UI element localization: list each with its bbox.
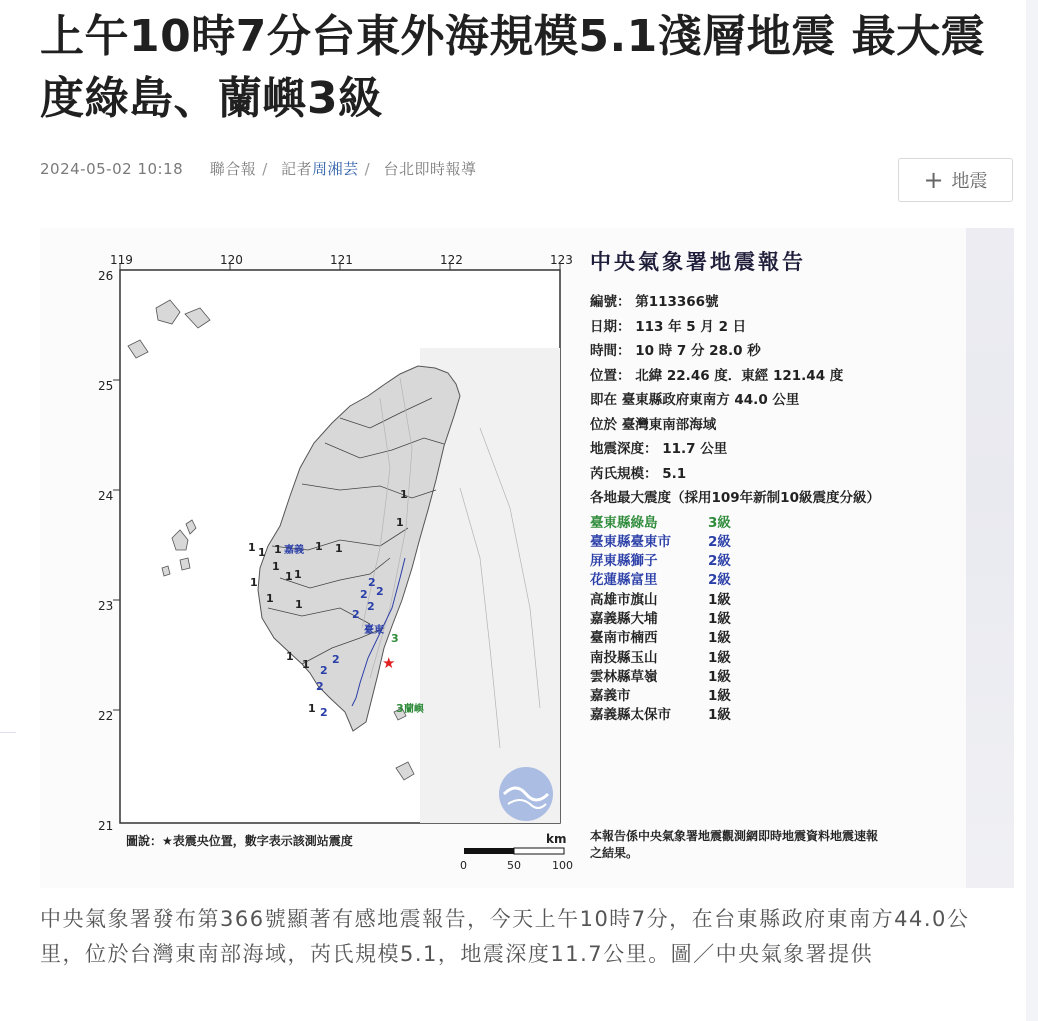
intensity-level: 2級 bbox=[708, 553, 731, 570]
station-1: 1 bbox=[308, 702, 316, 715]
report-date: 日期： 113 年 5 月 2 日 bbox=[590, 318, 747, 335]
report-magnitude: 芮氏規模： 5.1 bbox=[590, 465, 687, 482]
station-1: 1 bbox=[258, 546, 266, 559]
station-2: 2 bbox=[368, 576, 376, 589]
report-location: 位置： 北緯 22.46 度．東經 121.44 度 bbox=[590, 367, 844, 384]
intensity-list bbox=[590, 511, 880, 723]
station-2: 2 bbox=[332, 653, 340, 666]
intensity-location: 嘉義縣太保市 bbox=[590, 707, 671, 724]
lat-label-21: 21 bbox=[98, 819, 114, 833]
intensity-location: 臺東縣臺東市 bbox=[590, 533, 671, 550]
separator: / bbox=[262, 160, 268, 178]
earthquake-report bbox=[590, 246, 880, 723]
lon-label-120: 120 bbox=[220, 253, 243, 267]
intensity-level: 3級 bbox=[708, 514, 731, 531]
report-title: 中央氣象署地震報告 bbox=[590, 250, 806, 274]
station-2: 2 bbox=[376, 585, 384, 598]
station-1: 1 bbox=[295, 598, 303, 611]
station-1: 1 bbox=[250, 576, 258, 589]
report-region: 位於 臺灣東南部海域 bbox=[590, 416, 717, 433]
desk-link[interactable]: 台北即時報導 bbox=[383, 160, 477, 178]
intensity-location: 南投縣玉山 bbox=[590, 649, 658, 666]
intensity-location: 雲林縣草嶺 bbox=[590, 668, 658, 685]
epicenter-star: ★ bbox=[382, 654, 396, 672]
station-2: 2 bbox=[316, 680, 324, 693]
lon-label-121: 121 bbox=[330, 253, 353, 267]
station-3: 3 bbox=[396, 702, 404, 715]
report-footnote: 本報告係中央氣象署地震觀測網即時地震資料地震速報之結果。 bbox=[590, 829, 879, 860]
station-1: 1 bbox=[272, 560, 280, 573]
intensity-level: 1級 bbox=[708, 707, 731, 724]
lat-label-23: 23 bbox=[98, 599, 114, 613]
page-right-gutter bbox=[1026, 0, 1038, 1021]
intensity-row bbox=[590, 568, 880, 587]
station-3: 3 bbox=[391, 632, 399, 645]
intensity-row bbox=[590, 665, 880, 684]
intensity-row bbox=[590, 607, 880, 626]
intensity-row bbox=[590, 588, 880, 607]
station-1: 1 bbox=[302, 658, 310, 671]
station-1: 1 bbox=[286, 650, 294, 663]
station-1: 1 bbox=[335, 542, 343, 555]
intensity-row bbox=[590, 626, 880, 645]
station-1: 1 bbox=[315, 540, 323, 553]
earthquake-map bbox=[40, 228, 600, 888]
intensity-row bbox=[590, 511, 880, 530]
label-chiayi: 嘉義 bbox=[284, 545, 304, 556]
intensity-row bbox=[590, 684, 880, 703]
article-headline: 上午10時7分台東外海規模5.1淺層地震 最大震度綠島、蘭嶼3級 bbox=[40, 11, 986, 124]
article-meta bbox=[40, 158, 476, 179]
station-1: 1 bbox=[285, 570, 293, 583]
article-figure[interactable] bbox=[40, 228, 1014, 888]
station-1: 1 bbox=[396, 516, 404, 529]
label-taitung: 臺東 bbox=[364, 625, 384, 636]
intensity-row bbox=[590, 703, 880, 722]
plus-icon: + bbox=[923, 166, 944, 194]
lon-label-119: 119 bbox=[110, 253, 133, 267]
report-time: 時間： 10 時 7 分 28.0 秒 bbox=[590, 343, 761, 359]
scale-tick-100: 100 bbox=[552, 859, 573, 872]
intensity-level: 1級 bbox=[708, 591, 731, 608]
station-2: 2 bbox=[352, 608, 360, 621]
label-lanyu: 蘭嶼 bbox=[404, 704, 424, 715]
intensity-location: 花蓮縣富里 bbox=[590, 572, 658, 589]
intensity-row bbox=[590, 549, 880, 568]
station-1: 1 bbox=[400, 488, 408, 501]
separator: / bbox=[364, 160, 371, 178]
intensity-location: 嘉義縣大埔 bbox=[590, 610, 658, 627]
intensity-location: 臺東縣綠島 bbox=[590, 514, 658, 531]
scale-unit: km bbox=[546, 832, 567, 846]
station-2: 2 bbox=[367, 600, 375, 613]
station-1: 1 bbox=[294, 568, 302, 581]
scale-tick-0: 0 bbox=[460, 859, 467, 872]
figure-caption: 中央氣象署發布第366號顯著有感地震報告，今天上午10時7分，在台東縣政府東南方44.0公里，位於台灣東南部海域，芮氏規模5.1，地震深度11.7公里。圖／中央氣象署提供 bbox=[40, 907, 970, 966]
intensity-level: 2級 bbox=[708, 572, 731, 589]
scale-bar bbox=[464, 848, 564, 854]
figure-side-shade bbox=[966, 228, 1014, 888]
lon-label-122: 122 bbox=[440, 253, 463, 267]
scale-tick-50: 50 bbox=[507, 859, 521, 872]
intensity-level: 1級 bbox=[708, 630, 731, 647]
intensity-header: 各地最大震度（採用109年新制10級震度分級） bbox=[590, 490, 880, 506]
intensity-level: 1級 bbox=[708, 688, 731, 705]
station-1: 1 bbox=[266, 592, 274, 605]
publish-date: 2024-05-02 10:18 bbox=[40, 160, 184, 178]
intensity-location: 臺南市楠西 bbox=[590, 630, 658, 647]
reporter-prefix: 記者 bbox=[281, 160, 313, 178]
follow-tag-button[interactable] bbox=[898, 158, 1013, 202]
report-depth: 地震深度： 11.7 公里 bbox=[590, 441, 728, 457]
intensity-level: 1級 bbox=[708, 668, 731, 685]
lat-label-24: 24 bbox=[98, 489, 114, 503]
station-1: 1 bbox=[248, 541, 256, 554]
intensity-level: 1級 bbox=[708, 610, 731, 627]
intensity-row bbox=[590, 646, 880, 665]
report-relative: 即在 臺東縣政府東南方 44.0 公里 bbox=[590, 392, 800, 408]
intensity-location: 高雄市旗山 bbox=[590, 591, 658, 608]
intensity-location: 嘉義市 bbox=[590, 688, 631, 705]
lat-label-26: 26 bbox=[98, 269, 114, 283]
intensity-location: 屏東縣獅子 bbox=[590, 553, 658, 570]
intensity-row bbox=[590, 530, 880, 549]
station-1: 1 bbox=[274, 543, 282, 556]
map-legend: 圖說：★表震央位置，數字表示該測站震度 bbox=[126, 834, 353, 848]
lat-label-25: 25 bbox=[98, 379, 114, 393]
station-2: 2 bbox=[320, 664, 328, 677]
station-2: 2 bbox=[360, 588, 368, 601]
tag-label: 地震 bbox=[951, 171, 988, 192]
intensity-level: 1級 bbox=[708, 649, 731, 666]
report-number: 編號： 第113366號 bbox=[590, 294, 719, 310]
lon-label-123: 123 bbox=[550, 253, 573, 267]
left-divider bbox=[0, 732, 16, 733]
intensity-level: 2級 bbox=[708, 533, 731, 550]
station-2: 2 bbox=[320, 706, 328, 719]
reporter-link[interactable]: 周湘芸 bbox=[312, 160, 359, 178]
cwa-logo bbox=[499, 767, 553, 821]
lat-label-22: 22 bbox=[98, 709, 114, 723]
source-link[interactable]: 聯合報 bbox=[209, 160, 257, 178]
